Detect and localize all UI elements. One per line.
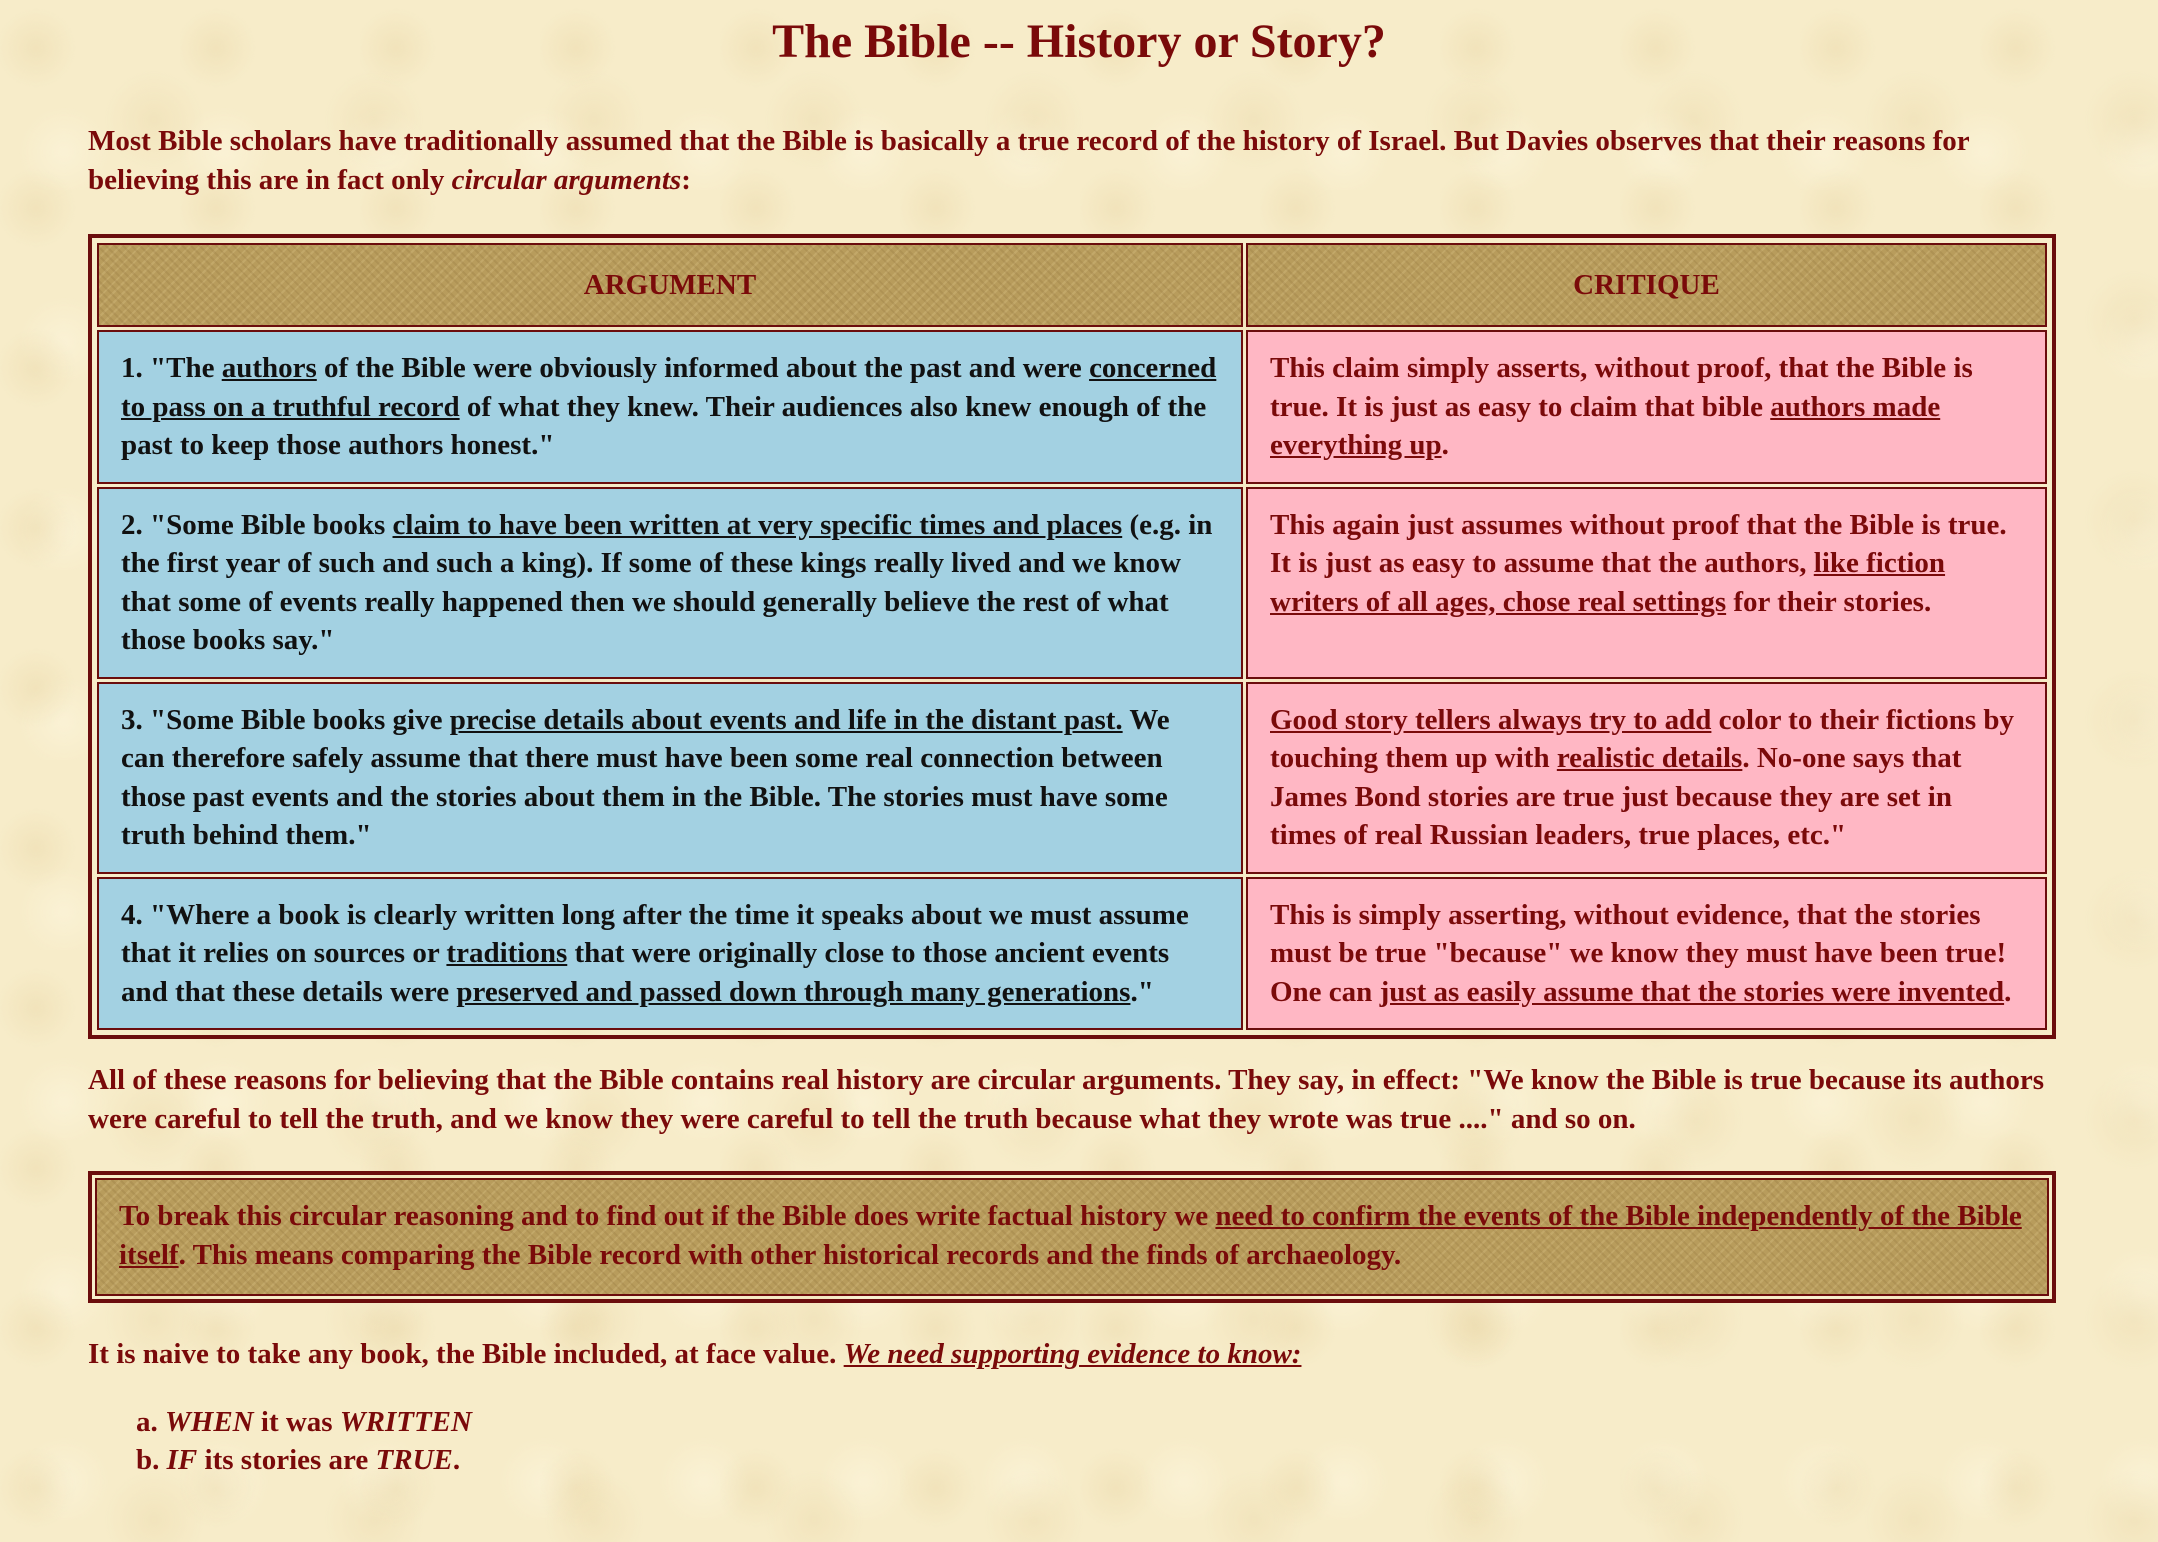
intro-paragraph	[88, 122, 2070, 200]
text-segment: This again just assumes without proof that the Bible is true. It is just as easy to assume that the authors,	[1270, 508, 2007, 579]
text-segment: (e.g. in the first year of such and such a king). If some of these kings really lived and we know that some of events really happened then we should generally believe the rest of what those books say."	[121, 508, 1213, 656]
list-marker: a.	[136, 1406, 165, 1438]
naive-emphasis: We need supporting evidence to know:	[843, 1338, 1302, 1370]
table-row	[97, 877, 2047, 1031]
list-marker: b.	[136, 1444, 167, 1476]
text-segment: . No-one says that James Bond stories are true just because they are set in times of real Russian leaders, true places, etc."	[1270, 742, 1962, 851]
underlined-text: need to confirm the events of the Bible independently of the Bible itself	[119, 1200, 2022, 1271]
list-item	[136, 1441, 2070, 1479]
critique-cell	[1246, 877, 2047, 1031]
list-text: its stories are	[197, 1444, 376, 1476]
naive-paragraph	[88, 1335, 2070, 1374]
callout-text	[95, 1178, 2049, 1296]
text-segment: .	[1441, 429, 1449, 461]
text-segment: 1. "The	[121, 352, 222, 384]
text-segment: 3. "Some Bible books give	[121, 703, 450, 736]
text-segment: 2. "Some Bible books	[121, 508, 393, 541]
text-segment: To break this circular reasoning and to find out if the Bible does write factual history we	[119, 1200, 1216, 1232]
list-keyword: WRITTEN	[339, 1406, 472, 1438]
underlined-text: claim to have been written at very specific times and places	[392, 508, 1123, 541]
argument-cell	[97, 487, 1243, 679]
underlined-text: just as easily assume that the stories were invented	[1379, 975, 2005, 1008]
underlined-text: authors	[221, 352, 317, 384]
argument-cell	[97, 877, 1243, 1031]
list-keyword: TRUE	[375, 1444, 453, 1476]
critique-cell	[1246, 330, 2047, 484]
evidence-list	[88, 1403, 2070, 1479]
summary-paragraph: All of these reasons for believing that the Bible contains real history are circular arguments. They say, in effect: "We know the Bible is true because its authors were careful to tell the truth, and we know they were careful to tell the truth because what they wrote was true ...." and so on.	[88, 1064, 2045, 1135]
intro-text: Most Bible scholars have traditionally assumed that the Bible is basically a true record of the history of Israel. But Davies observes that their reasons for believing this are in fact only	[88, 125, 1970, 196]
underlined-text: traditions	[446, 937, 568, 969]
text-segment: that were originally close to those ancient events and that these details were	[121, 937, 1170, 1008]
text-segment: This is simply asserting, without evidence, that the stories must be true "because" we know they must have been true! One can	[1270, 898, 2007, 1008]
page-title: The Bible -- History or Story?	[772, 15, 1386, 68]
table-row	[97, 330, 2047, 484]
page	[88, 0, 2070, 1479]
text-segment: of the Bible were obviously informed about the past and were	[316, 352, 1090, 384]
list-keyword: WHEN	[165, 1406, 254, 1438]
underlined-text: preserved and passed down through many generations	[456, 975, 1131, 1008]
text-segment: .	[2004, 975, 2012, 1008]
intro-colon: :	[681, 164, 691, 196]
argument-cell	[97, 682, 1243, 874]
underlined-text: Good story tellers always try to add	[1270, 703, 1712, 736]
text-segment: This claim simply asserts, without proof, that the Bible is true. It is just as easy to claim that bible	[1270, 352, 1973, 423]
underlined-text: realistic details	[1556, 742, 1743, 774]
text-segment: for their stories.	[1726, 585, 1932, 618]
critique-cell	[1246, 682, 2047, 874]
intro-italic: circular arguments	[451, 164, 682, 196]
text-segment: ."	[1130, 975, 1154, 1008]
list-keyword: IF	[166, 1444, 198, 1476]
header-critique: CRITIQUE	[1246, 243, 2047, 327]
underlined-text: precise details about events and life in the distant past.	[449, 703, 1123, 736]
argument-cell	[97, 330, 1243, 484]
arguments-table	[88, 234, 2056, 1039]
text-segment: 4. "Where a book is clearly written long after the time it speaks about we must assume that it relies on sources or	[121, 898, 1189, 969]
list-item	[136, 1403, 2070, 1441]
critique-cell	[1246, 487, 2047, 679]
table-row	[97, 682, 2047, 874]
list-end: .	[452, 1444, 461, 1476]
text-segment: color to their fictions by touching them up with	[1270, 703, 2014, 774]
callout-box	[88, 1171, 2056, 1303]
header-argument: ARGUMENT	[97, 243, 1243, 327]
naive-text: It is naive to take any book, the Bible included, at face value.	[88, 1338, 844, 1370]
underlined-text: authors made everything up	[1270, 390, 1941, 461]
list-text: it was	[253, 1406, 340, 1438]
text-segment: of what they knew. Their audiences also knew enough of the past to keep those authors honest."	[121, 390, 1207, 461]
underlined-text: concerned to pass on a truthful record	[121, 352, 1217, 423]
underlined-text: like fiction writers of all ages, chose real settings	[1270, 547, 1946, 618]
text-segment: We can therefore safely assume that there must have been some real connection between those past events and the stories about them in the Bible. The stories must have some truth behind them."	[121, 703, 1170, 851]
table-row	[97, 487, 2047, 679]
text-segment: . This means comparing the Bible record with other historical records and the finds of archaeology.	[178, 1238, 1402, 1271]
